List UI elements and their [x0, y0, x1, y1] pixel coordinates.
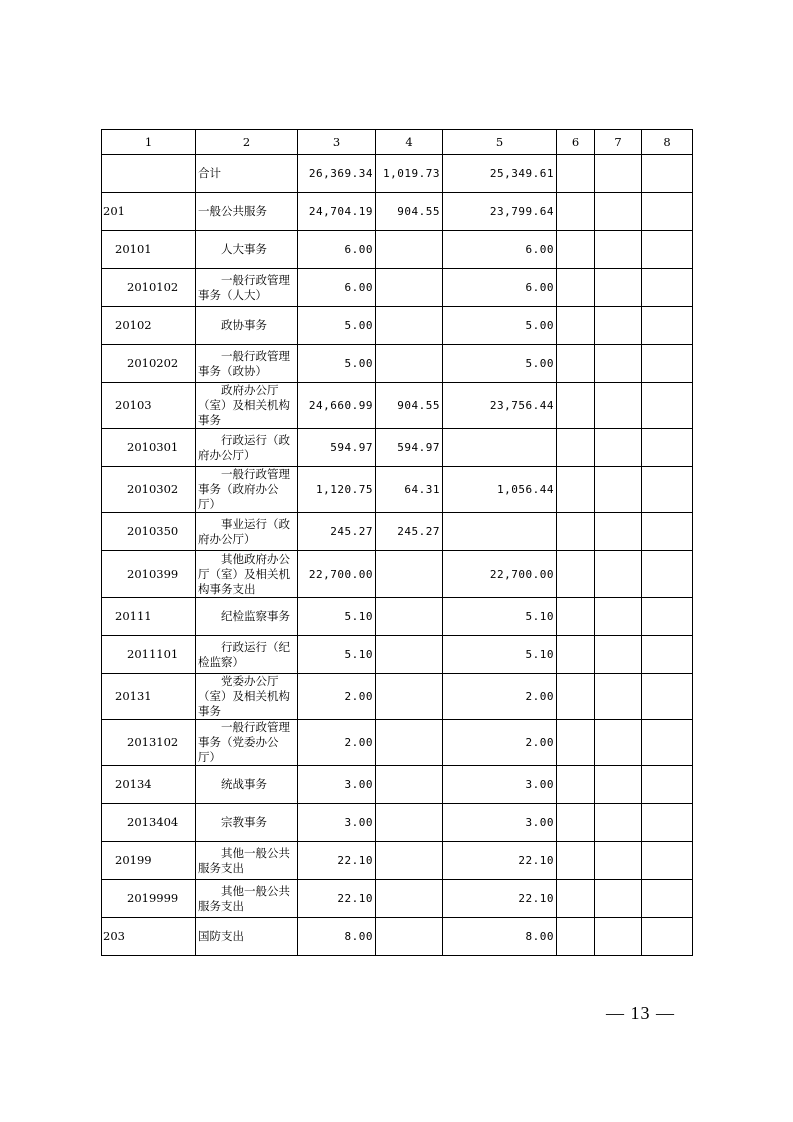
table-row: [102, 674, 693, 720]
basic-cell: [376, 804, 443, 842]
header-cell: 3: [298, 130, 376, 155]
empty-cell: [642, 193, 693, 231]
code-cell: 2011101: [102, 636, 196, 674]
total-cell: 24,704.19: [298, 193, 376, 231]
empty-cell: [557, 269, 595, 307]
project-cell: 6.00: [443, 231, 557, 269]
total-cell: 245.27: [298, 513, 376, 551]
empty-cell: [642, 804, 693, 842]
total-cell: 2.00: [298, 674, 376, 720]
code-cell: 2010399: [102, 551, 196, 598]
project-cell: 1,056.44: [443, 467, 557, 513]
empty-cell: [557, 513, 595, 551]
name-cell: 其他一般公共服务支出: [196, 842, 298, 880]
project-cell: 8.00: [443, 918, 557, 956]
basic-cell: [376, 231, 443, 269]
code-cell: 20102: [102, 307, 196, 345]
code-cell: 2010202: [102, 345, 196, 383]
basic-cell: [376, 842, 443, 880]
total-cell: 5.10: [298, 598, 376, 636]
name-cell: 事业运行（政府办公厅）: [196, 513, 298, 551]
header-cell: 7: [595, 130, 642, 155]
total-cell: 2.00: [298, 720, 376, 766]
empty-cell: [595, 429, 642, 467]
basic-cell: [376, 766, 443, 804]
basic-cell: [376, 598, 443, 636]
code-cell: 2013404: [102, 804, 196, 842]
basic-cell: 594.97: [376, 429, 443, 467]
empty-cell: [595, 193, 642, 231]
empty-cell: [557, 307, 595, 345]
empty-cell: [595, 513, 642, 551]
empty-cell: [557, 383, 595, 429]
empty-cell: [595, 345, 642, 383]
total-cell: 3.00: [298, 804, 376, 842]
name-cell: 国防支出: [196, 918, 298, 956]
basic-cell: 1,019.73: [376, 155, 443, 193]
project-cell: 5.00: [443, 307, 557, 345]
table-row: [102, 231, 693, 269]
project-cell: 22.10: [443, 842, 557, 880]
name-cell: 宗教事务: [196, 804, 298, 842]
project-cell: 2.00: [443, 674, 557, 720]
empty-cell: [557, 674, 595, 720]
project-cell: 25,349.61: [443, 155, 557, 193]
empty-cell: [557, 842, 595, 880]
empty-cell: [595, 674, 642, 720]
name-cell: 行政运行（政府办公厅）: [196, 429, 298, 467]
empty-cell: [557, 766, 595, 804]
empty-cell: [642, 720, 693, 766]
code-cell: 20131: [102, 674, 196, 720]
basic-cell: [376, 345, 443, 383]
basic-cell: [376, 307, 443, 345]
project-cell: 23,799.64: [443, 193, 557, 231]
code-cell: 2010301: [102, 429, 196, 467]
table-row: [102, 269, 693, 307]
empty-cell: [642, 598, 693, 636]
project-cell: 22,700.00: [443, 551, 557, 598]
table-row: [102, 193, 693, 231]
code-cell: 20103: [102, 383, 196, 429]
empty-cell: [642, 155, 693, 193]
table-row: [102, 429, 693, 467]
table-row: [102, 307, 693, 345]
empty-cell: [595, 231, 642, 269]
table-row: [102, 842, 693, 880]
empty-cell: [595, 383, 642, 429]
empty-cell: [595, 842, 642, 880]
empty-cell: [557, 467, 595, 513]
table-row: [102, 155, 693, 193]
total-cell: 24,660.99: [298, 383, 376, 429]
empty-cell: [595, 467, 642, 513]
empty-cell: [642, 231, 693, 269]
empty-cell: [642, 429, 693, 467]
project-cell: 22.10: [443, 880, 557, 918]
project-cell: 5.00: [443, 345, 557, 383]
table-row: [102, 513, 693, 551]
name-cell: 一般行政管理事务（人大）: [196, 269, 298, 307]
table-row: [102, 918, 693, 956]
empty-cell: [642, 766, 693, 804]
empty-cell: [557, 429, 595, 467]
empty-cell: [595, 766, 642, 804]
code-cell: 201: [102, 193, 196, 231]
name-cell: 其他政府办公厅（室）及相关机构事务支出: [196, 551, 298, 598]
project-cell: 6.00: [443, 269, 557, 307]
table-row: [102, 383, 693, 429]
total-cell: 22,700.00: [298, 551, 376, 598]
basic-cell: [376, 636, 443, 674]
code-cell: [102, 155, 196, 193]
total-cell: 6.00: [298, 231, 376, 269]
name-cell: 合计: [196, 155, 298, 193]
basic-cell: [376, 880, 443, 918]
header-cell: 1: [102, 130, 196, 155]
empty-cell: [642, 636, 693, 674]
project-cell: 3.00: [443, 804, 557, 842]
empty-cell: [595, 307, 642, 345]
basic-cell: 904.55: [376, 383, 443, 429]
table-header-row: [102, 130, 693, 155]
basic-cell: [376, 269, 443, 307]
code-cell: 2013102: [102, 720, 196, 766]
code-cell: 203: [102, 918, 196, 956]
total-cell: 22.10: [298, 842, 376, 880]
name-cell: 行政运行（纪检监察）: [196, 636, 298, 674]
empty-cell: [557, 804, 595, 842]
total-cell: 5.10: [298, 636, 376, 674]
project-cell: 5.10: [443, 598, 557, 636]
code-cell: 20101: [102, 231, 196, 269]
empty-cell: [595, 918, 642, 956]
total-cell: 5.00: [298, 307, 376, 345]
code-cell: 20111: [102, 598, 196, 636]
table-row: [102, 766, 693, 804]
name-cell: 党委办公厅（室）及相关机构事务: [196, 674, 298, 720]
empty-cell: [642, 842, 693, 880]
table-row: [102, 636, 693, 674]
name-cell: 纪检监察事务: [196, 598, 298, 636]
table-row: [102, 467, 693, 513]
empty-cell: [642, 383, 693, 429]
header-cell: 5: [443, 130, 557, 155]
code-cell: 2010350: [102, 513, 196, 551]
empty-cell: [557, 880, 595, 918]
empty-cell: [595, 804, 642, 842]
empty-cell: [642, 269, 693, 307]
name-cell: 政协事务: [196, 307, 298, 345]
code-cell: 2010102: [102, 269, 196, 307]
page-number: — 13 —: [606, 1003, 675, 1023]
empty-cell: [642, 513, 693, 551]
name-cell: 一般公共服务: [196, 193, 298, 231]
total-cell: 594.97: [298, 429, 376, 467]
empty-cell: [642, 467, 693, 513]
empty-cell: [595, 269, 642, 307]
empty-cell: [557, 636, 595, 674]
code-cell: 2010302: [102, 467, 196, 513]
empty-cell: [557, 720, 595, 766]
total-cell: 3.00: [298, 766, 376, 804]
table-row: [102, 720, 693, 766]
project-cell: 5.10: [443, 636, 557, 674]
empty-cell: [642, 551, 693, 598]
empty-cell: [557, 598, 595, 636]
name-cell: 一般行政管理事务（党委办公厅）: [196, 720, 298, 766]
empty-cell: [595, 880, 642, 918]
name-cell: 一般行政管理事务（政协）: [196, 345, 298, 383]
project-cell: 2.00: [443, 720, 557, 766]
empty-cell: [557, 231, 595, 269]
basic-cell: 245.27: [376, 513, 443, 551]
project-cell: 23,756.44: [443, 383, 557, 429]
table-row: [102, 345, 693, 383]
name-cell: 人大事务: [196, 231, 298, 269]
basic-cell: 64.31: [376, 467, 443, 513]
name-cell: 一般行政管理事务（政府办公厅）: [196, 467, 298, 513]
empty-cell: [642, 307, 693, 345]
header-cell: 2: [196, 130, 298, 155]
empty-cell: [642, 880, 693, 918]
header-cell: 4: [376, 130, 443, 155]
total-cell: 26,369.34: [298, 155, 376, 193]
name-cell: 其他一般公共服务支出: [196, 880, 298, 918]
empty-cell: [595, 155, 642, 193]
header-cell: 8: [642, 130, 693, 155]
empty-cell: [595, 720, 642, 766]
project-cell: [443, 429, 557, 467]
code-cell: 20134: [102, 766, 196, 804]
project-cell: [443, 513, 557, 551]
table-row: [102, 598, 693, 636]
empty-cell: [557, 193, 595, 231]
empty-cell: [642, 674, 693, 720]
empty-cell: [595, 551, 642, 598]
empty-cell: [557, 155, 595, 193]
basic-cell: [376, 918, 443, 956]
empty-cell: [595, 636, 642, 674]
basic-cell: [376, 551, 443, 598]
total-cell: 1,120.75: [298, 467, 376, 513]
table-row: [102, 551, 693, 598]
basic-cell: [376, 674, 443, 720]
budget-table: [101, 129, 693, 956]
empty-cell: [557, 918, 595, 956]
total-cell: 8.00: [298, 918, 376, 956]
total-cell: 22.10: [298, 880, 376, 918]
project-cell: 3.00: [443, 766, 557, 804]
empty-cell: [642, 345, 693, 383]
basic-cell: 904.55: [376, 193, 443, 231]
empty-cell: [557, 551, 595, 598]
total-cell: 6.00: [298, 269, 376, 307]
basic-cell: [376, 720, 443, 766]
total-cell: 5.00: [298, 345, 376, 383]
code-cell: 20199: [102, 842, 196, 880]
name-cell: 政府办公厅（室）及相关机构事务: [196, 383, 298, 429]
empty-cell: [642, 918, 693, 956]
header-cell: 6: [557, 130, 595, 155]
name-cell: 统战事务: [196, 766, 298, 804]
empty-cell: [595, 598, 642, 636]
empty-cell: [557, 345, 595, 383]
code-cell: 2019999: [102, 880, 196, 918]
table-row: [102, 804, 693, 842]
table-row: [102, 880, 693, 918]
